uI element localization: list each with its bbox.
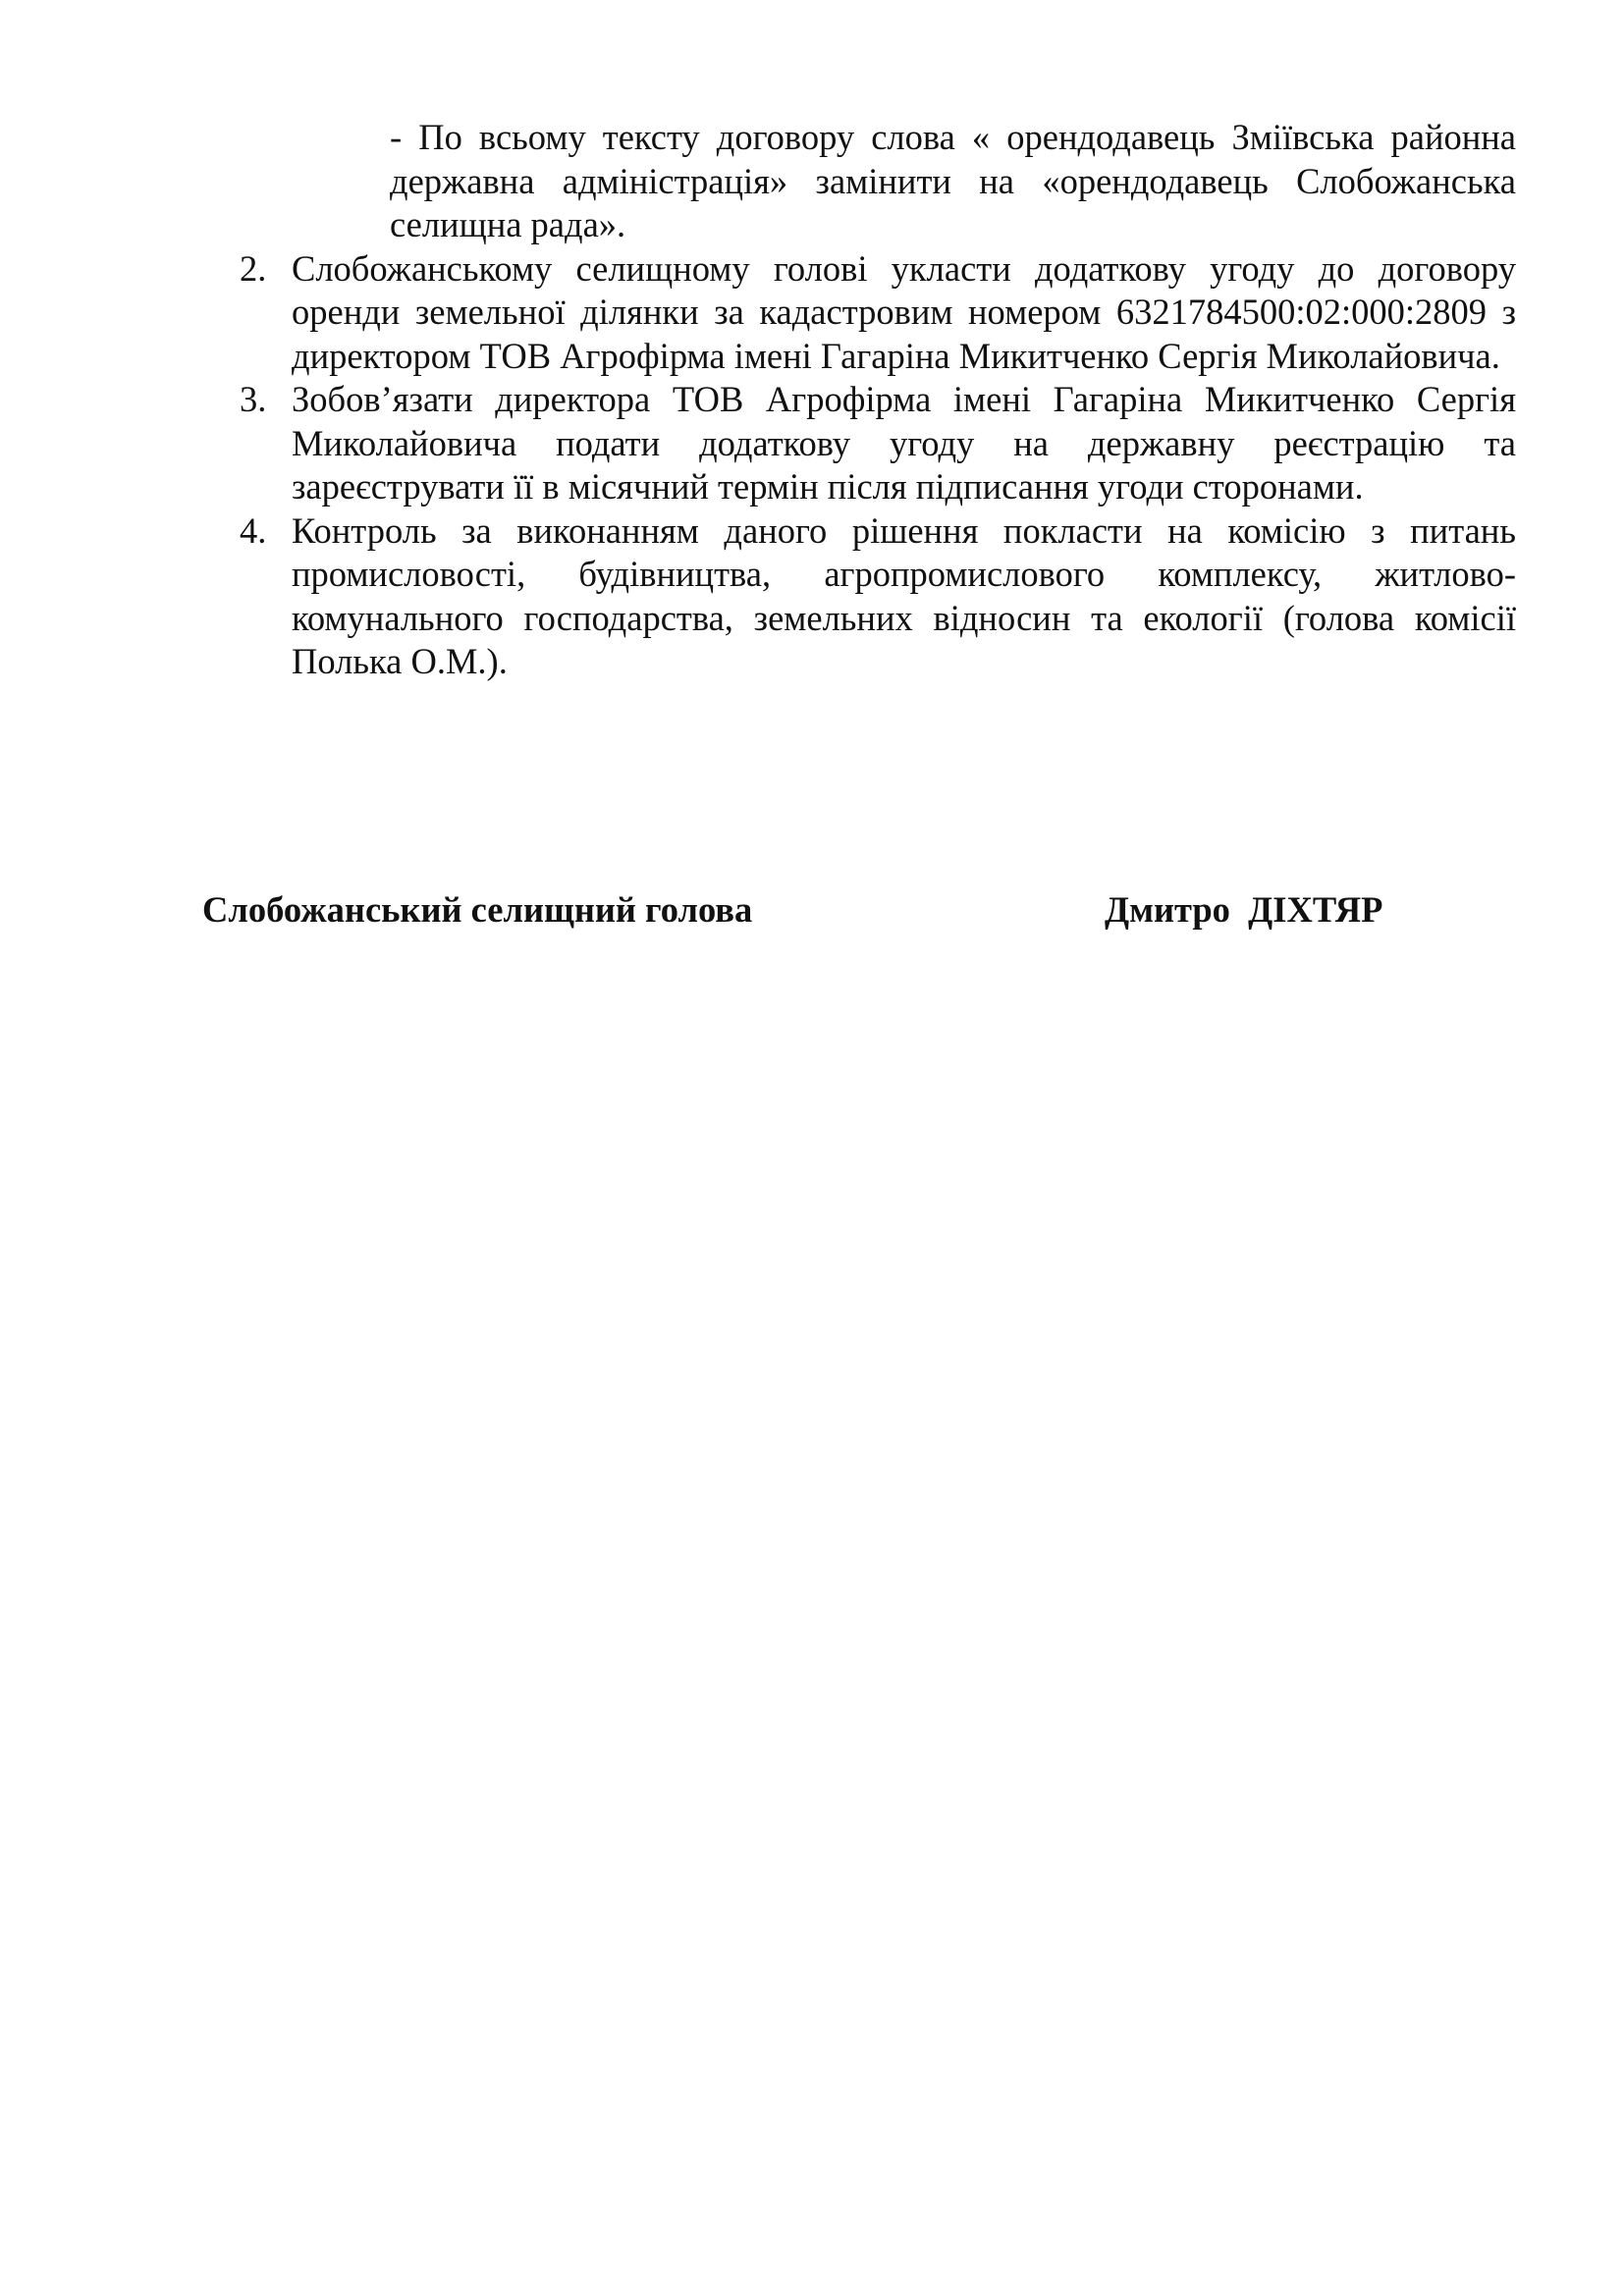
item-text: Контроль за виконанням даного рішення покласти на комісію з питань промисловості, будівництва, агропромислового комплексу, житлово-комунального господарства, земельних відносин та екології (голова комісії Полька О.М.). <box>292 509 1516 681</box>
numbered-item-4 <box>240 509 1516 684</box>
numbered-item-2 <box>240 247 1516 379</box>
item-number: 2. <box>240 247 267 289</box>
signature-name: Дмитро ДІХТЯР <box>1105 889 1383 930</box>
numbered-item-3 <box>240 378 1516 509</box>
item-number: 3. <box>240 379 267 419</box>
item-number: 4. <box>240 509 267 551</box>
item-text: Зобов’язати директора ТОВ Агрофірма імені Гагаріна Микитченко Сергія Миколайовича подати додаткову угоду на державну реєстрацію та зареєструвати її в місячний термін після підписання угоди сторонами. <box>292 379 1516 507</box>
sub-item-text: - По всьому тексту договору слова « орендодавець Зміївська районна державна адміністрація» замінити на «орендодавець Слобожанська селищна рада». <box>390 117 1516 244</box>
signature-block <box>0 888 1624 937</box>
item-text: Слобожанському селищному голові укласти додаткову угоду до договору оренди земельної ділянки за кадастровим номером 6321784500:02:000:2809 з директором ТОВ Агрофірма імені Гагаріна Микитченко Сергія Миколайовича. <box>292 247 1516 376</box>
decision-text <box>240 116 1516 684</box>
signature-title: Слобожанський селищний голова <box>202 889 753 930</box>
